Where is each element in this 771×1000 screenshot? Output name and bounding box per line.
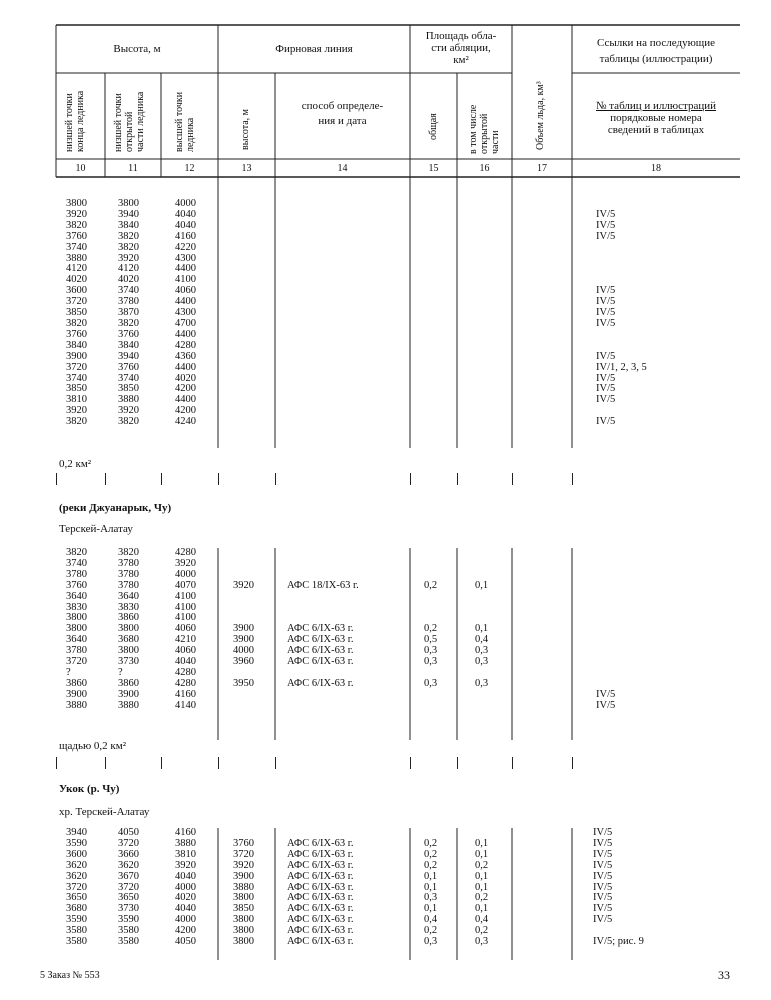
header-col11 [113, 92, 146, 152]
colnum-12: 12 [184, 163, 195, 174]
colnum-11: 11 [128, 163, 138, 174]
s2-tick [218, 757, 219, 769]
footer-order: 5 Заказ № 553 [40, 970, 100, 981]
s2-tick [105, 757, 106, 769]
header-col14-line2: ния и дата [318, 115, 367, 127]
header-col10-line2: конца ледника [75, 90, 86, 152]
s3-col12: 4160 3880 3810 3920 4040 4000 4020 4040 4000 4200 4050 [175, 827, 196, 948]
s1-col11: 3800 3940 3840 3820 3820 3920 4120 4020 3740 3780 3870 3820 3760 3840 3940 3760 3740 3850 3880 3920 3820 [118, 198, 139, 428]
header-col12-line1: высшей точки [174, 91, 185, 152]
s2-col11: 3820 3780 3780 3780 3640 3830 3860 3800 3680 3800 3730 ? 3860 3900 3880 [118, 547, 139, 711]
s2-title: (реки Джуанарык, Чу) [59, 502, 172, 514]
header-refs-line2: таблицы (иллюстрации) [599, 53, 713, 65]
header-col12-line2: ледника [185, 117, 196, 152]
colnum-13: 13 [241, 163, 252, 174]
header-col12 [174, 92, 196, 152]
header-refs-line1: Ссылки на последующие [596, 37, 716, 49]
s1-tick [105, 473, 106, 485]
s1-tick [56, 473, 57, 485]
header-col18 [572, 100, 740, 136]
s2-tick [512, 757, 513, 769]
s3-title: Укок (р. Чу) [59, 783, 120, 795]
header-col18-line1: № таблиц и иллюстраций [596, 100, 716, 112]
s2-col12: 4280 3920 4000 4070 4100 4100 4100 4060 4210 4060 4040 4280 4280 4160 4140 [175, 547, 196, 711]
colnum-15: 15 [428, 163, 439, 174]
s2-tick [56, 757, 57, 769]
header-col16-line2: открытой [479, 113, 490, 154]
header-col16-line1: в том числе [468, 104, 479, 154]
colnum-17: 17 [537, 163, 547, 174]
s2-subtitle: Терскей-Алатау [59, 523, 133, 535]
page-number: 33 [718, 968, 730, 982]
s1-tick [512, 473, 513, 485]
header-col13: высота, м [240, 108, 251, 150]
s3-col13: 3760 3720 3920 3900 3880 3800 3850 3800 3800 3800 [233, 837, 254, 948]
s1-col12: 4000 4040 4040 4160 4220 4300 4400 4100 4060 4400 4300 4700 4400 4280 4360 4400 4020 4200 4400 4200 4240 [175, 198, 196, 428]
header-col10-line1: низшей точки [64, 93, 75, 152]
s3-subtitle: хр. Терскей-Алатау [59, 806, 150, 818]
header-firn-group: Фирновая линия [275, 43, 353, 55]
header-ablation-line1: Площадь обла- [425, 30, 497, 42]
s3-col18: IV/5 IV/5 IV/5 IV/5 IV/5 IV/5 IV/5 IV/5 IV/5 IV/5; рис. 9 [593, 827, 644, 948]
header-col11-line3: части ледника [135, 91, 146, 152]
header-ice-volume: Объем льда, км³ [535, 81, 546, 150]
s2-col15: 0,2 0,2 0,5 0,3 0,3 0,3 [424, 579, 438, 689]
s1-tick [410, 473, 411, 485]
s2-tick [410, 757, 411, 769]
header-col16 [468, 105, 501, 154]
s2-col10: 3820 3740 3780 3760 3640 3830 3800 3800 3640 3780 3720 ? 3860 3900 3880 [66, 547, 87, 711]
header-col14 [275, 100, 410, 127]
s3-col11: 4050 3720 3660 3620 3670 3720 3650 3730 3590 3580 3580 [118, 827, 139, 948]
s2-col13: 3920 3900 3900 4000 3960 3950 [233, 579, 254, 689]
s1-tick [218, 473, 219, 485]
colnum-14: 14 [337, 163, 348, 174]
colnum-10: 10 [75, 163, 86, 174]
s1-col10: 3800 3920 3820 3760 3740 3880 4120 4020 3600 3720 3850 3820 3760 3840 3900 3720 3740 3850 3810 3920 3820 [66, 198, 87, 428]
s3-col15: 0,2 0,2 0,2 0,1 0,1 0,3 0,1 0,4 0,2 0,3 [424, 837, 438, 948]
colnum-16: 16 [479, 163, 490, 174]
s2-col14: АФС 18/IX-63 г. АФС 6/IX-63 г. АФС 6/IX-63 г. АФС 6/IX-63 г. АФС 6/IX-63 г. АФС 6/IX-63 г. [287, 579, 359, 689]
s1-tick [161, 473, 162, 485]
s2-col16: 0,1 0,1 0,4 0,3 0,3 0,3 [475, 579, 489, 689]
header-col15: общая [428, 113, 439, 140]
s3-col10: 3940 3590 3600 3620 3620 3720 3650 3680 3590 3580 3580 [66, 827, 87, 948]
header-col16-line3: части [490, 130, 501, 154]
header-refs-group [572, 37, 740, 65]
s2-note: щадью 0,2 км² [59, 740, 127, 752]
header-col11-line2: открытой [124, 111, 135, 152]
s1-tick [275, 473, 276, 485]
header-ablation-line3: км² [453, 54, 469, 66]
header-ablation-line2: сти абляции, [431, 42, 491, 54]
header-ablation-group [410, 30, 512, 66]
header-col14-line1: способ определе- [301, 100, 384, 112]
s1-note: 0,2 км² [59, 458, 92, 470]
s3-col14: АФС 6/IX-63 г. АФС 6/IX-63 г. АФС 6/IX-63 г. АФС 6/IX-63 г. АФС 6/IX-63 г. АФС 6/IX-63 г. АФС 6/IX-63 г. АФС 6/IX-63 г. АФС 6/IX-63 г. АФС 6/IX-63 г. [287, 837, 354, 948]
colnum-18: 18 [651, 163, 661, 174]
s1-col18: IV/5 IV/5 IV/5 IV/5 IV/5 IV/5 IV/5 IV/5 IV/1, 2, 3, 5 IV/5 IV/5 IV/5 IV/5 [596, 208, 647, 428]
s3-col16: 0,1 0,1 0,2 0,1 0,1 0,2 0,1 0,4 0,2 0,3 [475, 837, 489, 948]
s2-tick [275, 757, 276, 769]
s1-tick [572, 473, 573, 485]
s2-col18: IV/5 IV/5 [596, 688, 616, 711]
header-col18-line2: порядковые номера [610, 112, 702, 124]
s2-tick [572, 757, 573, 769]
header-col11-line1: низшей точки [113, 93, 124, 152]
s2-tick [457, 757, 458, 769]
s2-tick [161, 757, 162, 769]
s1-tick [457, 473, 458, 485]
header-col10 [64, 91, 86, 152]
header-height-group: Высота, м [113, 43, 161, 55]
header-col18-line3: сведений в таблицах [607, 124, 705, 136]
